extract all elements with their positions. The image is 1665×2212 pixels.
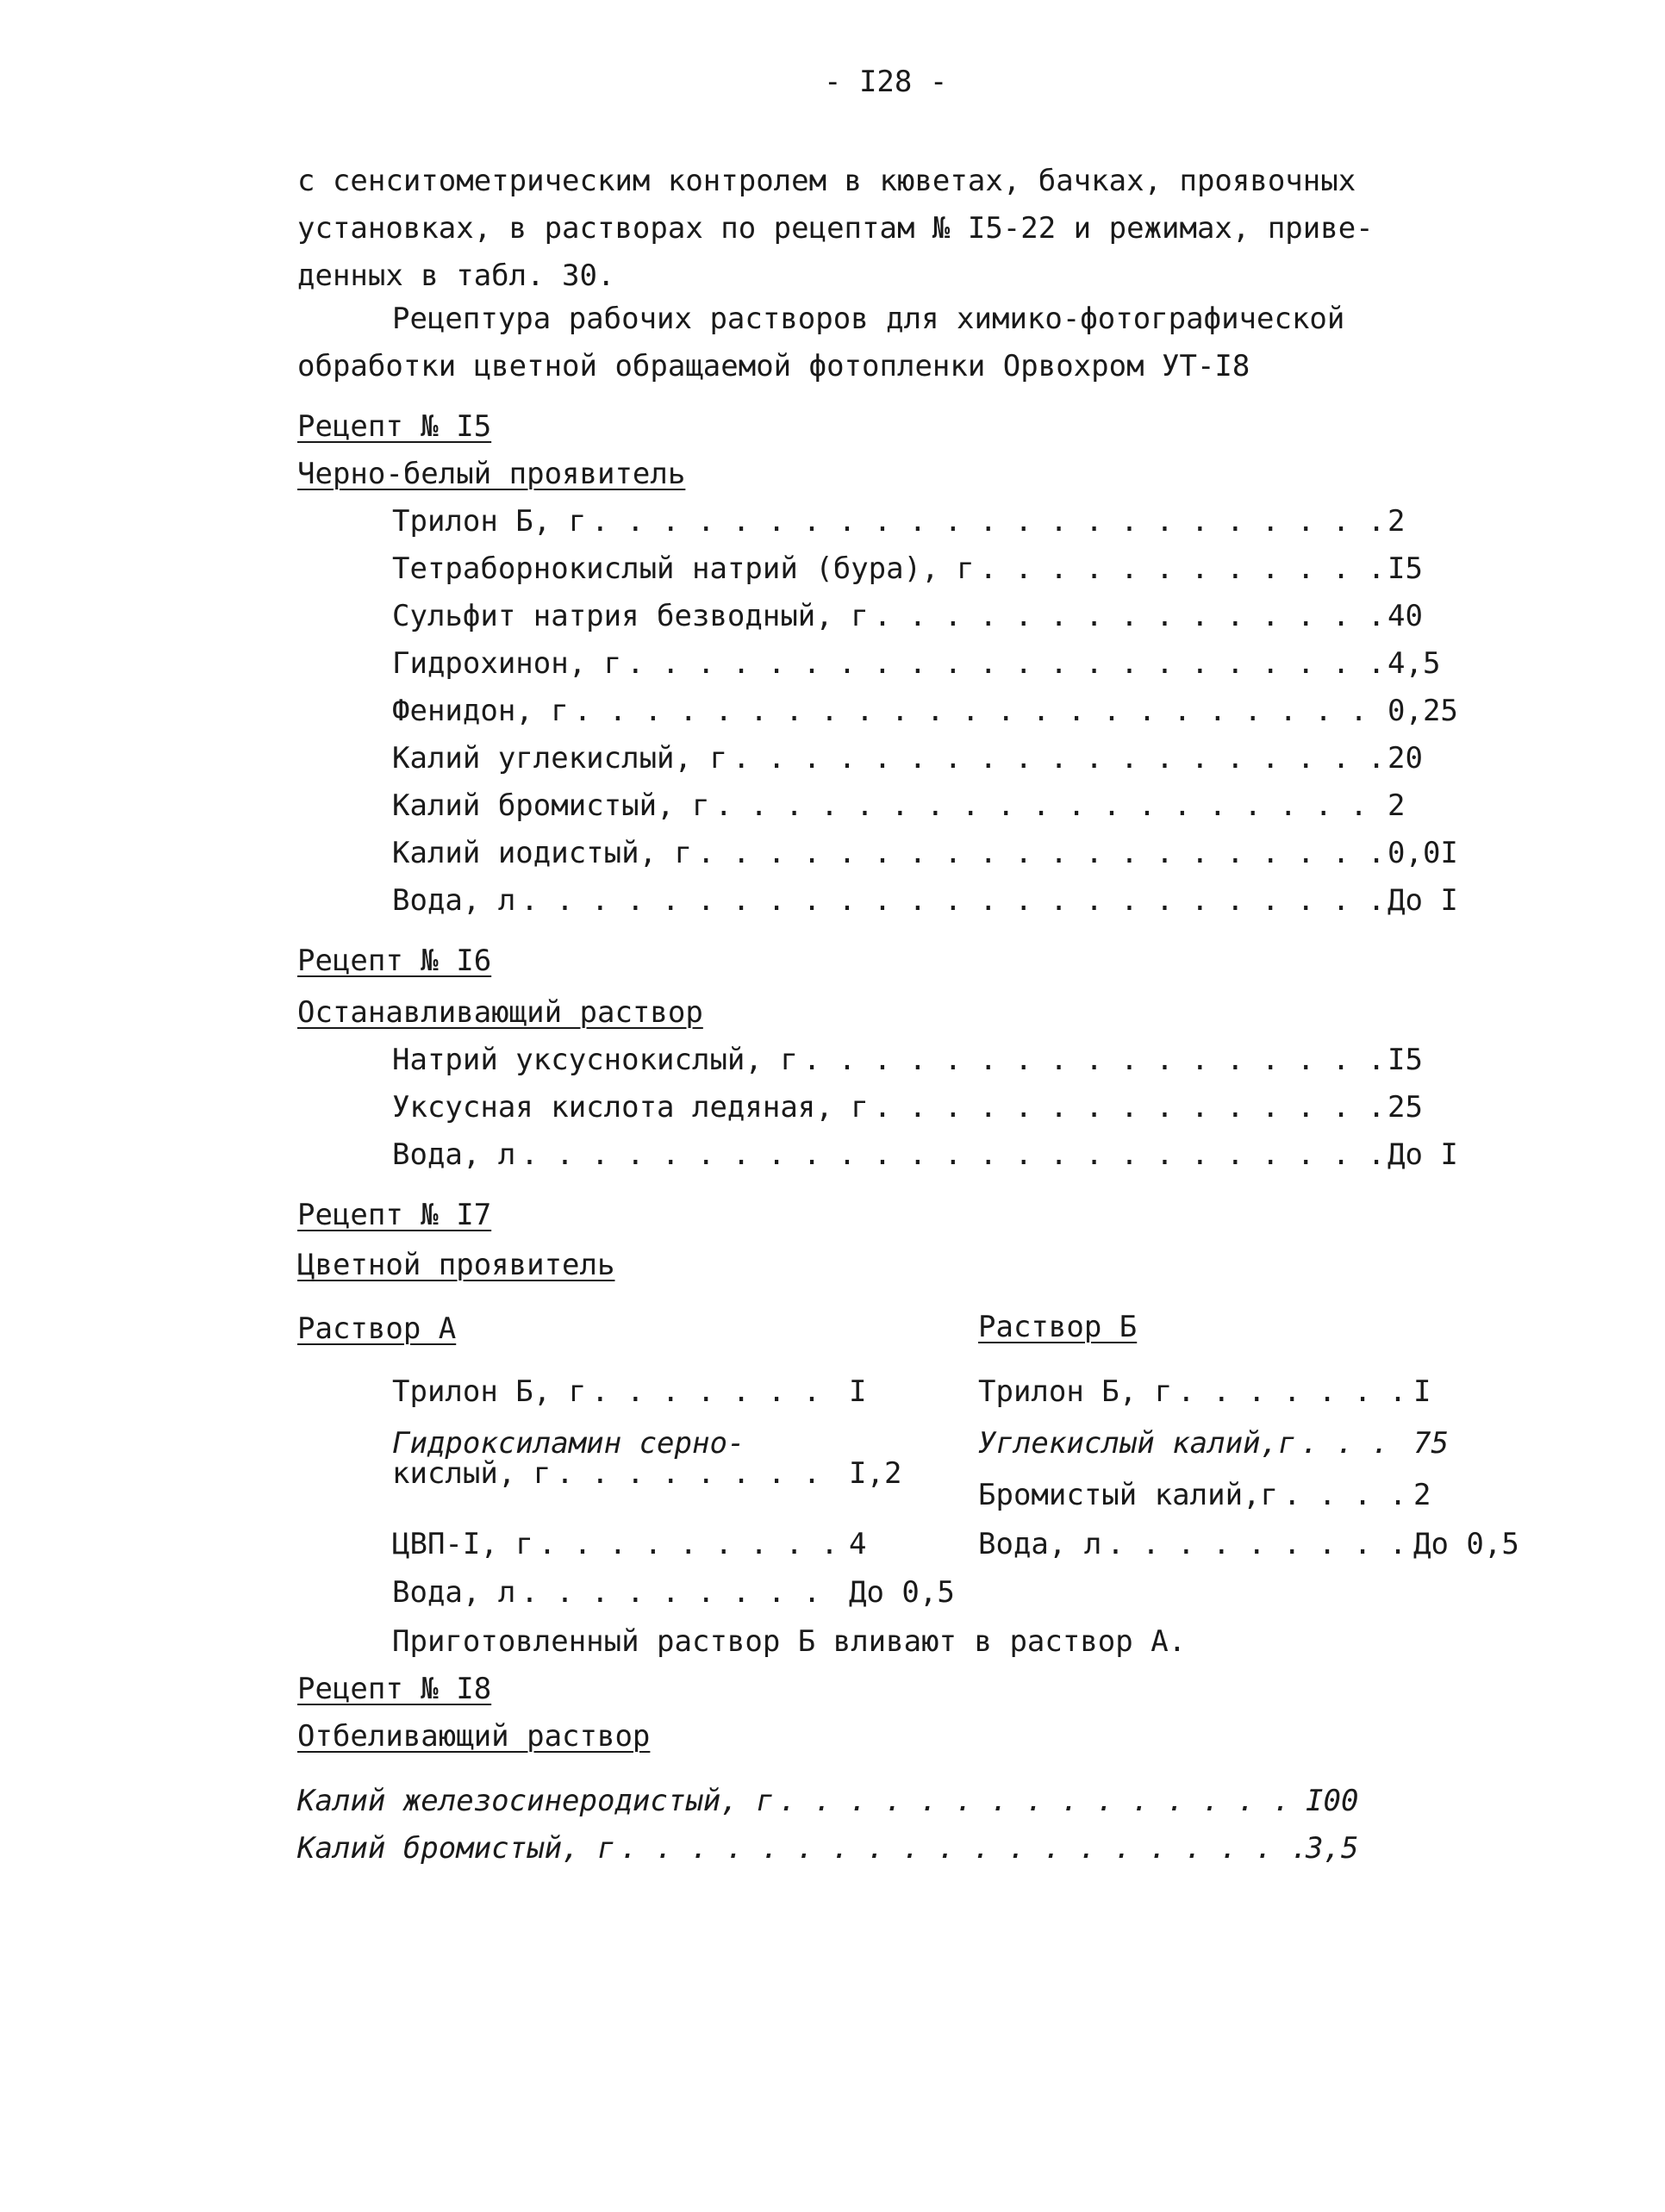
dot-leader — [627, 646, 1382, 681]
item-value: 0,25 — [1388, 694, 1458, 728]
item-value: 25 — [1388, 1090, 1423, 1125]
recipe-15-item — [392, 883, 1474, 918]
solution-a-item — [392, 1527, 935, 1561]
dot-leader — [556, 1456, 844, 1491]
item-name: Трилон Б, г — [392, 1374, 587, 1409]
recipe-15-item — [392, 599, 1474, 633]
item-value: 20 — [1388, 741, 1423, 776]
dot-leader — [1177, 1374, 1408, 1409]
item-name: Калий углекислый, г — [392, 741, 727, 776]
dot-leader — [1107, 1527, 1408, 1561]
item-value: До 0,5 — [849, 1575, 955, 1610]
item-name: Вода, л — [392, 1575, 516, 1610]
item-value: 3,5 — [1306, 1831, 1359, 1866]
recipe-16-item — [392, 1137, 1474, 1172]
dot-leader — [574, 694, 1382, 728]
recipe-15-item — [392, 646, 1474, 681]
intro-line-1: с сенситометрическим контролем в кюветах, бачках, проявочных — [297, 164, 1356, 198]
page-number: - I28 - — [824, 65, 948, 99]
dot-leader — [980, 551, 1382, 586]
recipe-15-item — [392, 836, 1474, 870]
section-heading-line-1: Рецептура рабочих растворов для химико-фотографической — [392, 302, 1345, 336]
dot-leader — [874, 1090, 1382, 1125]
item-name: Калий железосинеродистый, г — [297, 1784, 774, 1818]
dot-leader — [591, 1374, 844, 1409]
solution-b-title: Раствор Б — [978, 1310, 1138, 1344]
dot-leader — [620, 1831, 1300, 1866]
recipe-18-subtitle: Отбеливающий раствор — [297, 1719, 651, 1754]
recipe-15-item — [392, 788, 1474, 823]
recipe-18-item — [297, 1784, 1392, 1818]
item-name: Вода, л — [978, 1527, 1102, 1561]
recipe-17-subtitle: Цветной проявитель — [297, 1248, 615, 1282]
recipe-15-title: Рецепт № I5 — [297, 409, 492, 444]
solution-b-item — [978, 1527, 1519, 1561]
recipe-16-item — [392, 1090, 1474, 1125]
solution-a-item — [392, 1374, 935, 1409]
item-value: 40 — [1388, 599, 1423, 633]
item-name: ЦВП-I, г — [392, 1527, 533, 1561]
recipe-15-item — [392, 504, 1474, 539]
recipe-15-item — [392, 551, 1474, 586]
dot-leader — [539, 1527, 844, 1561]
item-name: Бромистый калий,г — [978, 1478, 1278, 1512]
recipe-17-note: Приготовленный раствор Б вливают в раствор А. — [392, 1624, 1187, 1659]
item-value: 75 — [1413, 1426, 1449, 1461]
item-value: I00 — [1306, 1784, 1359, 1818]
item-value: I — [1413, 1374, 1431, 1409]
dot-leader — [591, 504, 1382, 539]
item-value: До I — [1388, 883, 1458, 918]
intro-line-2: установках, в растворах по рецептам № I5-22 и режимах, приве- — [297, 211, 1374, 246]
recipe-16-subtitle: Останавливающий раствор — [297, 995, 703, 1030]
item-name: кислый, г — [392, 1456, 552, 1491]
dot-leader — [521, 1137, 1382, 1172]
solution-a-item — [392, 1456, 935, 1491]
item-value: I5 — [1388, 1043, 1423, 1077]
item-name: Калий иодистый, г — [392, 836, 692, 870]
recipe-15-item — [392, 741, 1474, 776]
section-heading-line-2: обработки цветной обращаемой фотопленки Орвохром УТ-I8 — [297, 349, 1250, 383]
item-name: Трилон Б, г — [392, 504, 587, 539]
item-value: До I — [1388, 1137, 1458, 1172]
recipe-16-title: Рецепт № I6 — [297, 944, 492, 978]
item-name: Тетраборнокислый натрий (бура), г — [392, 551, 975, 586]
item-value: I — [849, 1374, 867, 1409]
recipe-18-item — [297, 1831, 1392, 1866]
item-value: 0,0I — [1388, 836, 1458, 870]
item-name: Калий бромистый, г — [297, 1831, 615, 1866]
solution-b-item — [978, 1478, 1500, 1512]
recipe-16-item — [392, 1043, 1474, 1077]
item-name: Вода, л — [392, 883, 516, 918]
item-name: Трилон Б, г — [978, 1374, 1173, 1409]
dot-leader — [779, 1784, 1300, 1818]
dot-leader — [803, 1043, 1382, 1077]
dot-leader — [874, 599, 1382, 633]
intro-line-3: денных в табл. 30. — [297, 259, 615, 293]
item-value: 4,5 — [1388, 646, 1441, 681]
item-name: Углекислый калий,г — [978, 1426, 1296, 1461]
item-value: 4 — [849, 1527, 867, 1561]
item-value: I,2 — [849, 1456, 902, 1491]
solution-b-item — [978, 1374, 1500, 1409]
dot-leader — [1283, 1478, 1408, 1512]
item-value: 2 — [1413, 1478, 1431, 1512]
item-name: Фенидон, г — [392, 694, 569, 728]
item-value: I5 — [1388, 551, 1423, 586]
item-name: Сульфит натрия безводный, г — [392, 599, 869, 633]
item-name: Натрий уксуснокислый, г — [392, 1043, 798, 1077]
solution-a-item-name-line-1: Гидроксиламин серно- — [392, 1426, 745, 1461]
item-value: 2 — [1388, 504, 1406, 539]
dot-leader — [521, 1575, 844, 1610]
dot-leader — [1300, 1426, 1408, 1461]
recipe-17-title: Рецепт № I7 — [297, 1198, 492, 1232]
recipe-18-title: Рецепт № I8 — [297, 1672, 492, 1706]
dot-leader — [521, 883, 1382, 918]
item-value: До 0,5 — [1413, 1527, 1519, 1561]
item-value: 2 — [1388, 788, 1406, 823]
item-name: Уксусная кислота ледяная, г — [392, 1090, 869, 1125]
solution-b-item — [978, 1426, 1500, 1461]
recipe-15-item — [392, 694, 1474, 728]
solution-a-title: Раствор А — [297, 1312, 457, 1346]
item-name: Гидрохинон, г — [392, 646, 622, 681]
item-name: Калий бромистый, г — [392, 788, 710, 823]
dot-leader — [697, 836, 1382, 870]
recipe-15-subtitle: Черно-белый проявитель — [297, 457, 686, 491]
dot-leader — [733, 741, 1382, 776]
dot-leader — [714, 788, 1382, 823]
solution-a-item — [392, 1575, 955, 1610]
item-name: Вода, л — [392, 1137, 516, 1172]
